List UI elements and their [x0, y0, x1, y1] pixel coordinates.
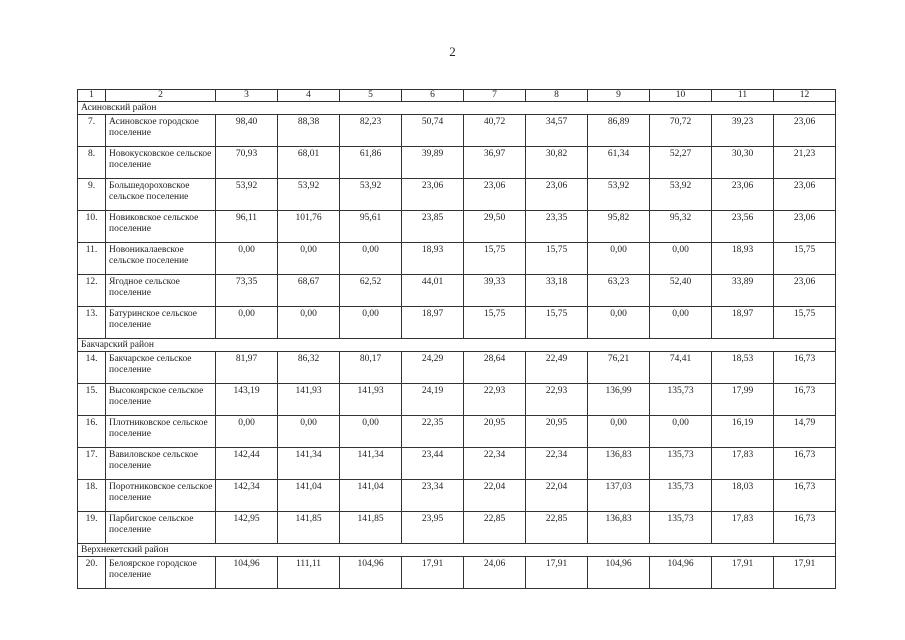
value-cell: 23,56 — [712, 211, 774, 243]
value-cell: 22,04 — [464, 480, 526, 512]
value-cell: 17,99 — [712, 384, 774, 416]
value-cell: 22,35 — [402, 416, 464, 448]
table-row — [78, 115, 836, 147]
value-cell: 142,34 — [216, 480, 278, 512]
table-row — [78, 307, 836, 339]
section-title: Асиновский район — [78, 102, 836, 115]
table-row — [78, 211, 836, 243]
value-cell: 23,85 — [402, 211, 464, 243]
settlement-name: Новокусковское сельское поселение — [106, 147, 216, 179]
value-cell: 17,91 — [402, 557, 464, 589]
value-cell: 52,27 — [650, 147, 712, 179]
value-cell: 95,32 — [650, 211, 712, 243]
row-number: 10. — [78, 211, 106, 243]
value-cell: 40,72 — [464, 115, 526, 147]
value-cell: 50,74 — [402, 115, 464, 147]
row-number: 14. — [78, 352, 106, 384]
value-cell: 39,23 — [712, 115, 774, 147]
value-cell: 52,40 — [650, 275, 712, 307]
column-number-cell: 12 — [774, 90, 836, 102]
value-cell: 0,00 — [588, 243, 650, 275]
value-cell: 0,00 — [278, 307, 340, 339]
page-number: 2 — [449, 44, 456, 59]
value-cell: 23,34 — [402, 480, 464, 512]
value-cell: 0,00 — [278, 243, 340, 275]
section-row — [78, 339, 836, 352]
value-cell: 23,06 — [774, 115, 836, 147]
value-cell: 141,85 — [278, 512, 340, 544]
section-row — [78, 102, 836, 115]
value-cell: 24,06 — [464, 557, 526, 589]
value-cell: 68,67 — [278, 275, 340, 307]
value-cell: 62,52 — [340, 275, 402, 307]
value-cell: 111,11 — [278, 557, 340, 589]
value-cell: 141,04 — [278, 480, 340, 512]
value-cell: 0,00 — [588, 416, 650, 448]
value-cell: 15,75 — [774, 307, 836, 339]
column-number-cell: 7 — [464, 90, 526, 102]
value-cell: 95,82 — [588, 211, 650, 243]
value-cell: 0,00 — [216, 416, 278, 448]
value-cell: 104,96 — [216, 557, 278, 589]
value-cell: 53,92 — [278, 179, 340, 211]
value-cell: 18,03 — [712, 480, 774, 512]
value-cell: 36,97 — [464, 147, 526, 179]
value-cell: 18,97 — [402, 307, 464, 339]
value-cell: 142,44 — [216, 448, 278, 480]
value-cell: 141,93 — [340, 384, 402, 416]
value-cell: 68,01 — [278, 147, 340, 179]
row-number: 13. — [78, 307, 106, 339]
settlement-name: Вавиловское сельское поселение — [106, 448, 216, 480]
value-cell: 28,64 — [464, 352, 526, 384]
column-number-cell: 6 — [402, 90, 464, 102]
value-cell: 135,73 — [650, 384, 712, 416]
value-cell: 16,73 — [774, 352, 836, 384]
value-cell: 16,73 — [774, 512, 836, 544]
value-cell: 137,03 — [588, 480, 650, 512]
settlement-name: Плотниковское сельское поселение — [106, 416, 216, 448]
value-cell: 15,75 — [774, 243, 836, 275]
column-number-cell: 4 — [278, 90, 340, 102]
settlement-name: Бакчарское сельское поселение — [106, 352, 216, 384]
value-cell: 53,92 — [216, 179, 278, 211]
value-cell: 22,93 — [464, 384, 526, 416]
value-cell: 23,06 — [526, 179, 588, 211]
value-cell: 61,34 — [588, 147, 650, 179]
value-cell: 15,75 — [526, 307, 588, 339]
value-cell: 20,95 — [464, 416, 526, 448]
value-cell: 135,73 — [650, 512, 712, 544]
row-number: 20. — [78, 557, 106, 589]
value-cell: 81,97 — [216, 352, 278, 384]
value-cell: 23,06 — [774, 275, 836, 307]
value-cell: 0,00 — [650, 307, 712, 339]
table-row — [78, 384, 836, 416]
value-cell: 18,93 — [402, 243, 464, 275]
row-number: 12. — [78, 275, 106, 307]
settlement-name: Поротниковское сельское поселение — [106, 480, 216, 512]
value-cell: 18,97 — [712, 307, 774, 339]
value-cell: 17,83 — [712, 512, 774, 544]
value-cell: 141,34 — [278, 448, 340, 480]
value-cell: 74,41 — [650, 352, 712, 384]
value-cell: 61,86 — [340, 147, 402, 179]
value-cell: 70,93 — [216, 147, 278, 179]
table-body — [78, 90, 836, 589]
row-number: 9. — [78, 179, 106, 211]
value-cell: 18,93 — [712, 243, 774, 275]
value-cell: 17,83 — [712, 448, 774, 480]
section-title: Верхнекетский район — [78, 544, 836, 557]
column-number-cell: 2 — [106, 90, 216, 102]
value-cell: 16,73 — [774, 480, 836, 512]
value-cell: 23,06 — [712, 179, 774, 211]
value-cell: 16,19 — [712, 416, 774, 448]
value-cell: 16,73 — [774, 384, 836, 416]
value-cell: 0,00 — [650, 416, 712, 448]
value-cell: 34,57 — [526, 115, 588, 147]
column-number-cell: 10 — [650, 90, 712, 102]
row-number: 8. — [78, 147, 106, 179]
value-cell: 23,44 — [402, 448, 464, 480]
value-cell: 33,18 — [526, 275, 588, 307]
value-cell: 0,00 — [340, 243, 402, 275]
value-cell: 22,04 — [526, 480, 588, 512]
value-cell: 39,89 — [402, 147, 464, 179]
value-cell: 20,95 — [526, 416, 588, 448]
value-cell: 136,83 — [588, 512, 650, 544]
value-cell: 17,91 — [774, 557, 836, 589]
value-cell: 22,85 — [526, 512, 588, 544]
section-row — [78, 544, 836, 557]
table-row — [78, 179, 836, 211]
value-cell: 22,34 — [464, 448, 526, 480]
value-cell: 0,00 — [278, 416, 340, 448]
value-cell: 23,06 — [402, 179, 464, 211]
table-row — [78, 448, 836, 480]
value-cell: 33,89 — [712, 275, 774, 307]
column-number-cell: 3 — [216, 90, 278, 102]
value-cell: 104,96 — [650, 557, 712, 589]
value-cell: 16,73 — [774, 448, 836, 480]
value-cell: 136,99 — [588, 384, 650, 416]
value-cell: 0,00 — [216, 307, 278, 339]
value-cell: 30,30 — [712, 147, 774, 179]
value-cell: 101,76 — [278, 211, 340, 243]
table-row — [78, 147, 836, 179]
value-cell: 23,06 — [774, 179, 836, 211]
row-number: 11. — [78, 243, 106, 275]
value-cell: 15,75 — [464, 307, 526, 339]
value-cell: 98,40 — [216, 115, 278, 147]
value-cell: 21,23 — [774, 147, 836, 179]
value-cell: 22,93 — [526, 384, 588, 416]
table-row — [78, 352, 836, 384]
column-number-row — [78, 90, 836, 102]
value-cell: 0,00 — [650, 243, 712, 275]
value-cell: 53,92 — [650, 179, 712, 211]
value-cell: 14,79 — [774, 416, 836, 448]
value-cell: 24,19 — [402, 384, 464, 416]
value-cell: 135,73 — [650, 480, 712, 512]
column-number-cell: 8 — [526, 90, 588, 102]
value-cell: 44,01 — [402, 275, 464, 307]
value-cell: 17,91 — [526, 557, 588, 589]
value-cell: 15,75 — [526, 243, 588, 275]
column-number-cell: 5 — [340, 90, 402, 102]
value-cell: 23,95 — [402, 512, 464, 544]
column-number-cell: 9 — [588, 90, 650, 102]
settlement-name: Большедороховское сельское поселение — [106, 179, 216, 211]
value-cell: 0,00 — [340, 416, 402, 448]
table-row — [78, 416, 836, 448]
value-cell: 141,85 — [340, 512, 402, 544]
value-cell: 141,04 — [340, 480, 402, 512]
value-cell: 53,92 — [340, 179, 402, 211]
section-title: Бакчарский район — [78, 339, 836, 352]
column-number-cell: 1 — [78, 90, 106, 102]
value-cell: 73,35 — [216, 275, 278, 307]
data-table — [77, 89, 836, 589]
value-cell: 23,06 — [774, 211, 836, 243]
value-cell: 70,72 — [650, 115, 712, 147]
row-number: 17. — [78, 448, 106, 480]
value-cell: 96,11 — [216, 211, 278, 243]
column-number-cell: 11 — [712, 90, 774, 102]
settlement-name: Новоникалаевское сельское поселение — [106, 243, 216, 275]
value-cell: 95,61 — [340, 211, 402, 243]
settlement-name: Белоярское городское поселение — [106, 557, 216, 589]
value-cell: 15,75 — [464, 243, 526, 275]
value-cell: 143,19 — [216, 384, 278, 416]
settlement-name: Батуринское сельское поселение — [106, 307, 216, 339]
row-number: 7. — [78, 115, 106, 147]
value-cell: 17,91 — [712, 557, 774, 589]
value-cell: 0,00 — [588, 307, 650, 339]
value-cell: 104,96 — [588, 557, 650, 589]
row-number: 15. — [78, 384, 106, 416]
value-cell: 0,00 — [340, 307, 402, 339]
table-row — [78, 243, 836, 275]
value-cell: 0,00 — [216, 243, 278, 275]
value-cell: 22,49 — [526, 352, 588, 384]
value-cell: 142,95 — [216, 512, 278, 544]
table-row — [78, 275, 836, 307]
table-row — [78, 480, 836, 512]
row-number: 16. — [78, 416, 106, 448]
settlement-name: Ягодное сельское поселение — [106, 275, 216, 307]
settlement-name: Новиковское сельское поселение — [106, 211, 216, 243]
value-cell: 86,32 — [278, 352, 340, 384]
value-cell: 63,23 — [588, 275, 650, 307]
value-cell: 88,38 — [278, 115, 340, 147]
value-cell: 86,89 — [588, 115, 650, 147]
settlement-name: Парбигское сельское поселение — [106, 512, 216, 544]
value-cell: 23,35 — [526, 211, 588, 243]
value-cell: 136,83 — [588, 448, 650, 480]
value-cell: 80,17 — [340, 352, 402, 384]
value-cell: 29,50 — [464, 211, 526, 243]
value-cell: 23,06 — [464, 179, 526, 211]
value-cell: 135,73 — [650, 448, 712, 480]
table-row — [78, 512, 836, 544]
value-cell: 30,82 — [526, 147, 588, 179]
value-cell: 22,34 — [526, 448, 588, 480]
value-cell: 76,21 — [588, 352, 650, 384]
value-cell: 82,23 — [340, 115, 402, 147]
value-cell: 18,53 — [712, 352, 774, 384]
settlement-name: Асиновское городское поселение — [106, 115, 216, 147]
value-cell: 53,92 — [588, 179, 650, 211]
row-number: 18. — [78, 480, 106, 512]
value-cell: 24,29 — [402, 352, 464, 384]
value-cell: 141,93 — [278, 384, 340, 416]
value-cell: 22,85 — [464, 512, 526, 544]
value-cell: 39,33 — [464, 275, 526, 307]
table-row — [78, 557, 836, 589]
row-number: 19. — [78, 512, 106, 544]
value-cell: 104,96 — [340, 557, 402, 589]
settlement-name: Высокоярское сельское поселение — [106, 384, 216, 416]
value-cell: 141,34 — [340, 448, 402, 480]
